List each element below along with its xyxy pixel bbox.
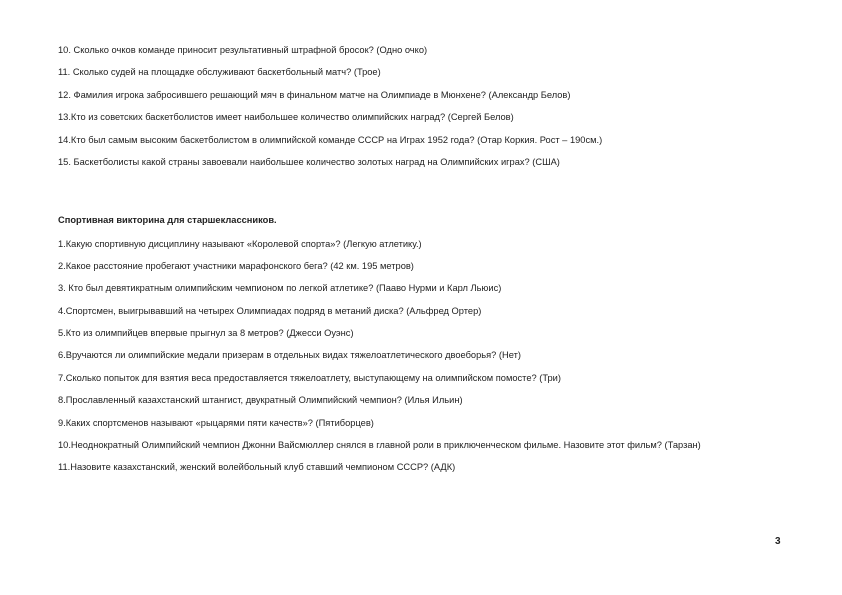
question-item: 15. Баскетболисты какой страны завоевали наибольшее количество золотых наград на Олимпийских играх? (США) (58, 156, 560, 167)
question-item: 12. Фамилия игрока забросившего решающий мяч в финальном матче на Олимпиаде в Мюнхене? (Александр Белов) (58, 89, 571, 100)
question-item: 4.Спортсмен, выигрывавший на четырех Олимпиадах подряд в метаний диска? (Альфред Ортер) (58, 305, 482, 316)
question-item: 9.Каких спортсменов называют «рыцарями пяти качеств»? (Пятиборцев) (58, 417, 374, 428)
senior-quiz-section (58, 215, 798, 485)
question-item: 2.Какое расстояние пробегают участники марафонского бега? (42 км. 195 метров) (58, 260, 414, 271)
question-item: 7.Сколько попыток для взятия веса предоставляется тяжелоатлету, выступающему на олимпийском помосте? (Три) (58, 372, 561, 383)
question-item: 14.Кто был самым высоким баскетболистом в олимпийской команде СССР на Играх 1952 года? (Отар Коркия. Рост – 190см.) (58, 134, 603, 145)
question-item: 11. Сколько судей на площадке обслуживают баскетбольный матч? (Трое) (58, 67, 381, 78)
question-item: 8.Прославленный казахстанский штангист, двукратный Олимпийский чемпион? (Илья Ильин) (58, 395, 463, 406)
question-item: 11.Назовите казахстанский, женский волейбольный клуб ставший чемпионом СССР? (АДК) (58, 462, 456, 473)
page-number: 3 (775, 536, 781, 547)
section-heading: Спортивная викторина для старшеклассников. (58, 215, 277, 225)
question-item: 5.Кто из олимпийцев впервые прыгнул за 8 метров? (Джесси Оуэнс) (58, 328, 354, 339)
question-item: 3. Кто был девятикратным олимпийским чемпионом по легкой атлетике? (Пааво Нурми и Карл Льюис) (58, 283, 502, 294)
question-item: 6.Вручаются ли олимпийские медали призерам в отдельных видах тяжелоатлетического двоеборья? (Нет) (58, 350, 521, 361)
question-item: 10. Сколько очков команде приносит результативный штрафной бросок? (Одно очко) (58, 45, 428, 55)
basketball-questions (58, 45, 798, 179)
question-item: 13.Кто из советских баскетболистов имеет наибольшее количество олимпийских наград? (Сергей Белов) (58, 112, 514, 123)
question-item: 10.Неоднократный Олимпийский чемпион Джонни Вайсмюллер снялся в главной роли в приключенческом фильме. Назовите этот фильм? (Тарзан) (58, 440, 701, 451)
question-item: 1.Какую спортивную дисциплину называют «Королевой спорта»? (Легкую атлетику.) (58, 238, 422, 249)
